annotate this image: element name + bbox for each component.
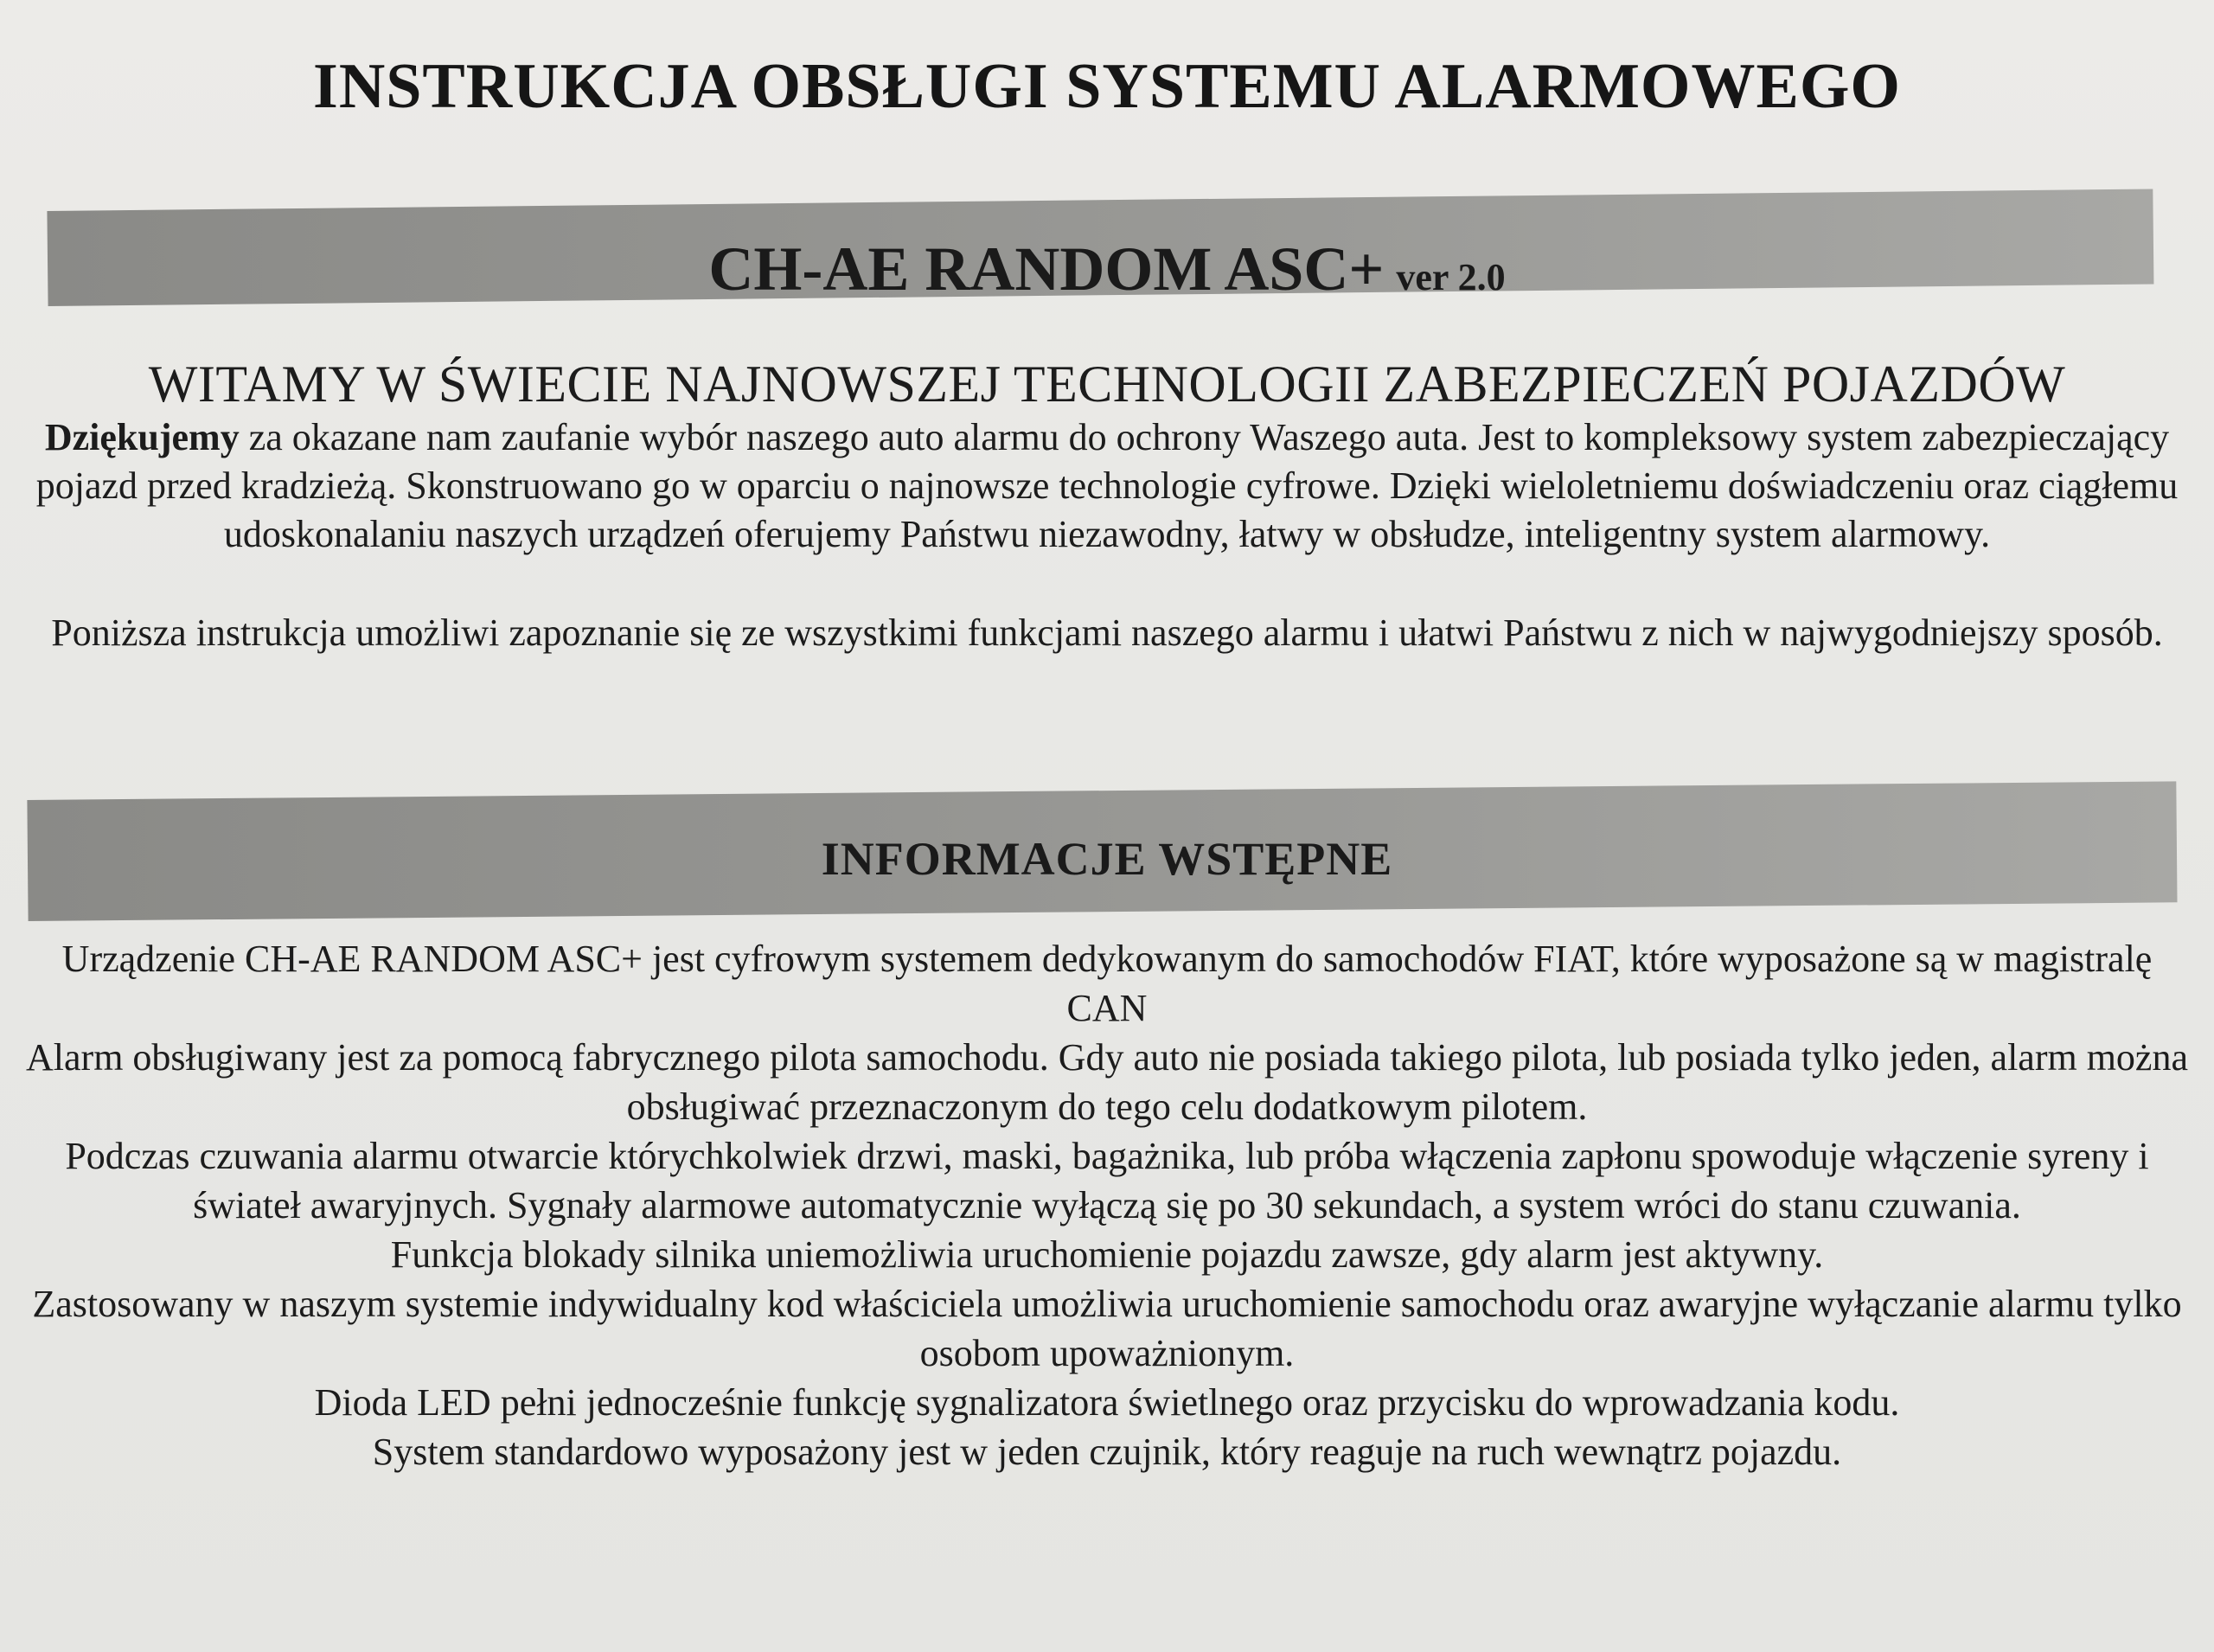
product-version: ver 2.0 bbox=[1396, 256, 1506, 298]
product-heading bbox=[0, 234, 2214, 305]
info-paragraph: Podczas czuwania alarmu otwarcie którychkolwiek drzwi, maski, bagażnika, lub próba włączenia zapłonu spowoduje włączenie syreny i świateł awaryjnych. Sygnały alarmowe automatycznie wyłączą się po 30 sekundach, a system wróci do stanu czuwania. bbox=[65, 1135, 2149, 1226]
product-name: CH-AE RANDOM ASC+ bbox=[708, 234, 1385, 304]
welcome-heading: WITAMY W ŚWIECIE NAJNOWSZEJ TECHNOLOGII ZABEZPIECZEŃ POJAZDÓW bbox=[148, 355, 2066, 413]
info-paragraph: Urządzenie CH-AE RANDOM ASC+ jest cyfrowym systemem dedykowanym do samochodów FIAT, które wyposażone są w magistralę CAN bbox=[61, 938, 2153, 1029]
info-paragraph: Dioda LED pełni jednocześnie funkcję sygnalizatora świetlnego oraz przycisku do wprowadzania kodu. bbox=[314, 1381, 1900, 1424]
document-title: INSTRUKCJA OBSŁUGI SYSTEMU ALARMOWEGO bbox=[313, 51, 1901, 122]
intro-text: za okazane nam zaufanie wybór naszego auto alarmu do ochrony Waszego auta. Jest to kompleksowy system zabezpieczający pojazd przed kradzieżą. Skonstruowano go w oparciu o najnowsze technologie cyfrowe. Dzięki wieloletniemu doświadczeniu oraz ciągłemu udoskonalaniu naszych urządzeń oferujemy Państwu niezawodny, łatwy w obsłudze, inteligentny system alarmowy. bbox=[35, 416, 2179, 555]
intro-bold-lead: Dziękujemy bbox=[44, 416, 240, 458]
info-paragraph: Alarm obsługiwany jest za pomocą fabrycznego pilota samochodu. Gdy auto nie posiada takiego pilota, lub posiada tylko jeden, alarm można obsługiwać przeznaczonym do tego celu dodatkowym pilotem. bbox=[26, 1036, 2188, 1128]
info-paragraph: System standardowo wyposażony jest w jeden czujnik, który reaguje na ruch wewnątrz pojazdu. bbox=[372, 1431, 1842, 1473]
info-paragraph: Zastosowany w naszym systemie indywidualny kod właściciela umożliwia uruchomienie samochodu oraz awaryjne wyłączanie alarmu tylko osobom upoważnionym. bbox=[32, 1283, 2182, 1374]
info-section bbox=[17, 934, 2197, 1476]
intro-paragraph bbox=[35, 413, 2179, 559]
intro-paragraph-2: Poniższa instrukcja umożliwi zapoznanie się ze wszystkimi funkcjami naszego alarmu i ułatwi Państwu z nich w najwygodniejszy sposób. bbox=[51, 611, 2163, 654]
info-paragraph: Funkcja blokady silnika uniemożliwia uruchomienie pojazdu zawsze, gdy alarm jest aktywny. bbox=[390, 1233, 1824, 1276]
section-heading: INFORMACJE WSTĘPNE bbox=[821, 833, 1393, 885]
